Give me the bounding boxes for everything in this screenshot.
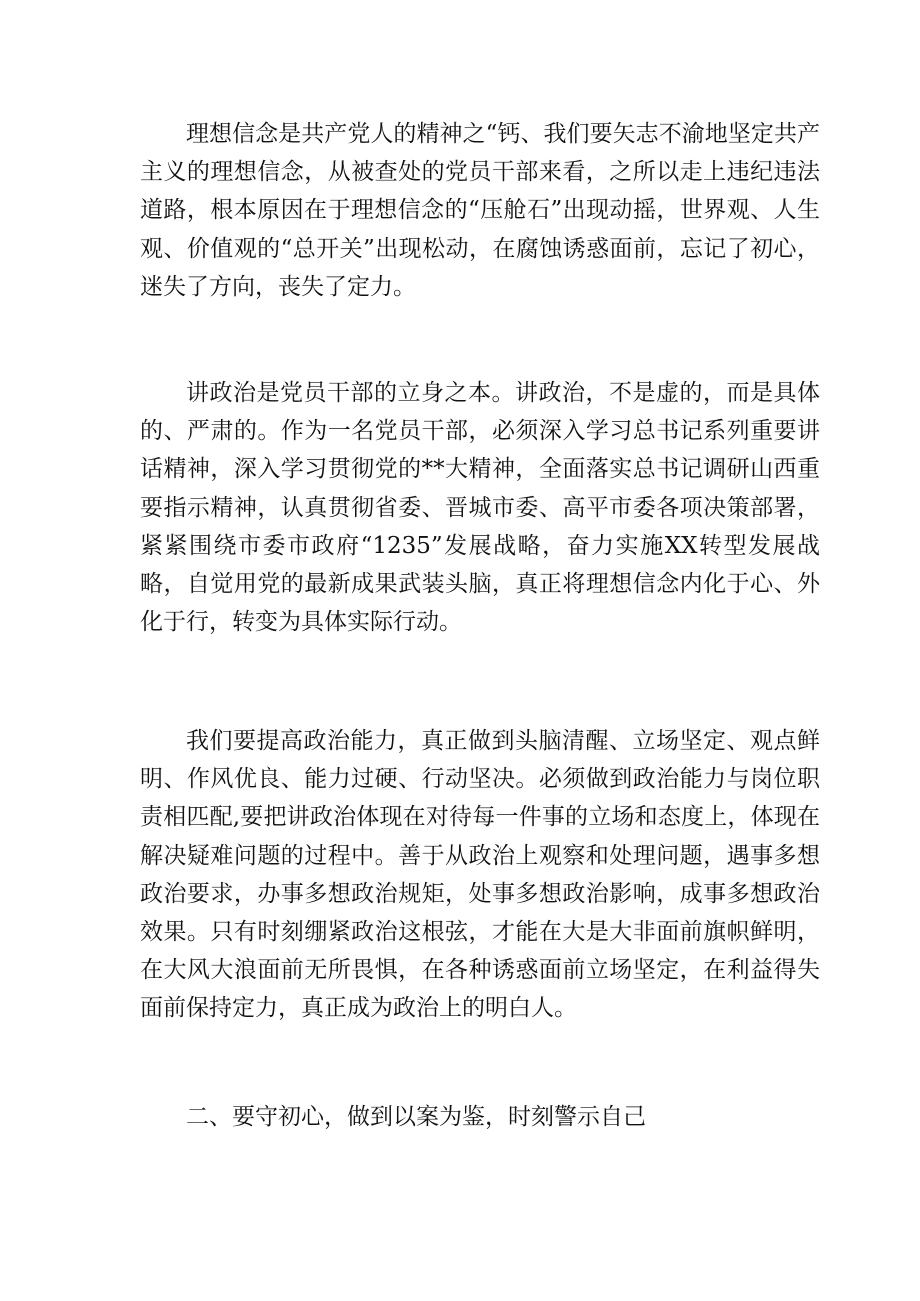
- section-heading: 二、要守初心，做到以案为鉴，时刻警示自己: [186, 1104, 646, 1130]
- paragraph-ideals: 理想信念是共产党人的精神之“钙、我们要矢志不渝地坚定共产主义的理想信念，从被查处的党员干部来看，之所以走上违纪违法道路，根本原因在于理想信念的“压舱石”出现动摇，世界观、人生观、价值观的“总开关”出现松动，在腐蚀诱惑面前，忘记了初心，迷失了方向，丧失了定力。: [140, 121, 820, 300]
- paragraph-political-ability: 我们要提高政治能力，真正做到头脑清醒、立场坚定、观点鲜明、作风优良、能力过硬、行动坚决。必须做到政治能力与岗位职责相匹配,要把讲政治体现在对待每一件事的立场和态度上，体现在解决疑难问题的过程中。善于从政治上观察和处理问题，遇事多想政治要求，办事多想政治规矩，处事多想政治影响，成事多想政治效果。只有时刻绷紧政治这根弦，才能在大是大非面前旗帜鲜明，在大风大浪面前无所畏惧，在各种诱惑面前立场坚定，在利益得失面前保持定力，真正成为政治上的明白人。: [140, 728, 820, 1022]
- paragraph-politics: 讲政治是党员干部的立身之本。讲政治，不是虚的，而是具体的、严肃的。作为一名党员干部，必须深入学习总书记系列重要讲话精神，深入学习贯彻党的**大精神，全面落实总书记调研山西重要指示精神，认真贯彻省委、晋城市委、高平市委各项决策部署，紧紧围绕市委市政府“1235”发展战略，奋力实施XX转型发展战略，自觉用党的最新成果武装头脑，真正将理想信念内化于心、外化于行，转变为具体实际行动。: [140, 380, 820, 636]
